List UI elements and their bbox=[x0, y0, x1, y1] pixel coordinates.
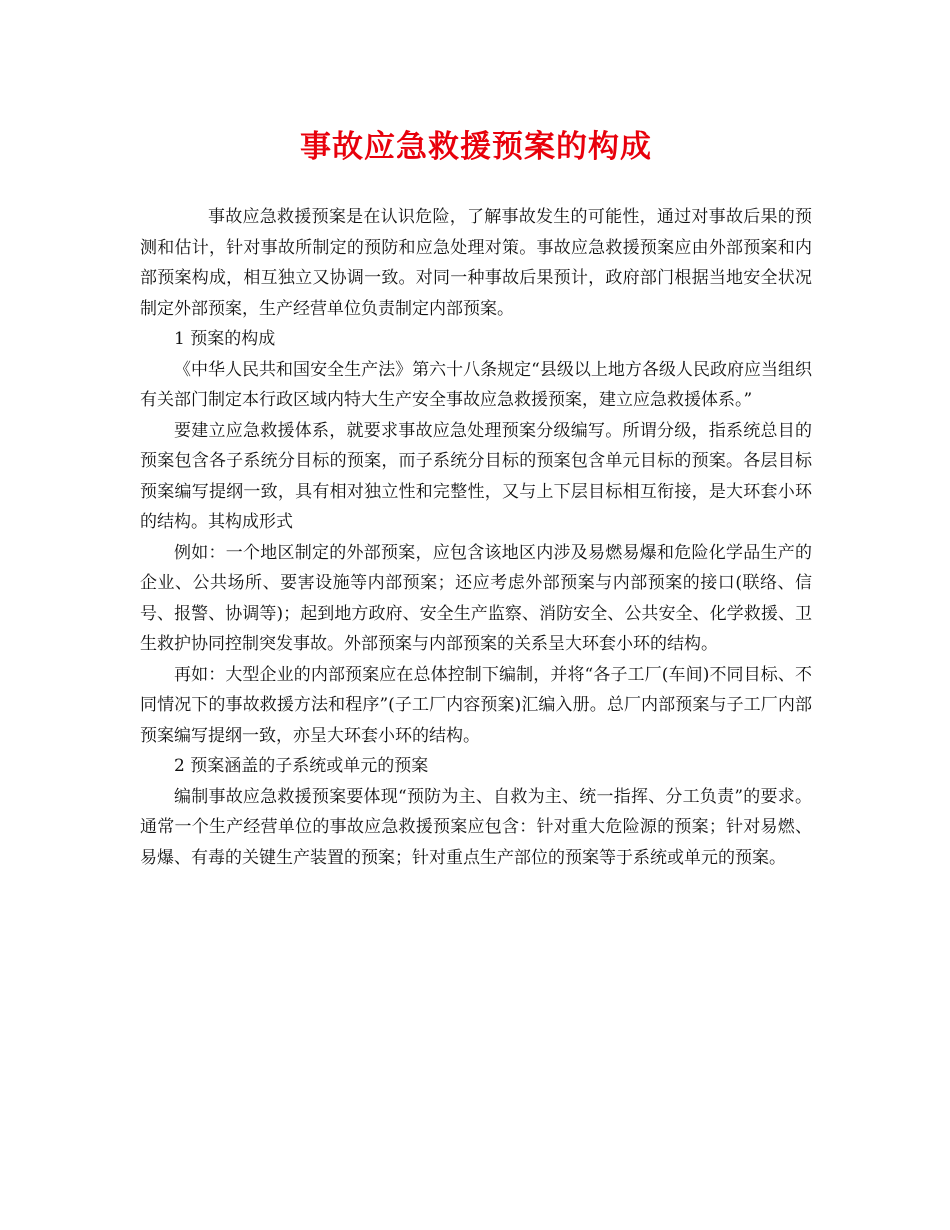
paragraph-hierarchy: 要建立应急救援体系，就要求事故应急处理预案分级编写。所谓分级，指系统总目的预案包含各子系统分目标的预案，而子系统分目标的预案包含单元目标的预案。各层目标预案编写提纲一致，具有相对独立性和完整性，又与上下层目标相互衔接，是大环套小环的结构。其构成形式 bbox=[140, 420, 812, 532]
document-body bbox=[140, 202, 812, 873]
paragraph-example-region: 例如：一个地区制定的外部预案，应包含该地区内涉及易燃易爆和危险化学品生产的企业、公共场所、要害设施等内部预案；还应考虑外部预案与内部预案的接口(联络、信号、报警、协调等)；起到地方政府、安全生产监察、消防安全、公共安全、化学救援、卫生救护协同控制突发事故。外部预案与内部预案的关系呈大环套小环的结构。 bbox=[140, 542, 812, 654]
paragraph-example-enterprise: 再如：大型企业的内部预案应在总体控制下编制，并将“各子工厂(车间)不同目标、不同情况下的事故救援方法和程序”(子工厂内容预案)汇编入册。总厂内部预案与子工厂内部预案编写提纲一致，亦呈大环套小环的结构。 bbox=[140, 664, 812, 746]
section-heading-1: 1 预案的构成 bbox=[174, 329, 276, 349]
document-page bbox=[140, 0, 812, 873]
paragraph-requirements: 编制事故应急救援预案要体现“预防为主、自救为主、统一指挥、分工负责”的要求。通常一个生产经营单位的事故应急救援预案应包含：针对重大危险源的预案；针对易燃、易爆、有毒的关键生产装置的预案；针对重点生产部位的预案等于系统或单元的预案。 bbox=[140, 786, 812, 868]
section-heading-2: 2 预案涵盖的子系统或单元的预案 bbox=[174, 756, 429, 776]
intro-paragraph: 事故应急救援预案是在认识危险，了解事故发生的可能性，通过对事故后果的预测和估计，针对事故所制定的预防和应急处理对策。事故应急救援预案应由外部预案和内部预案构成，相互独立又协调一致。对同一种事故后果预计，政府部门根据当地安全状况制定外部预案，生产经营单位负责制定内部预案。 bbox=[140, 207, 812, 319]
document-title: 事故应急救援预案的构成 bbox=[300, 129, 652, 165]
paragraph-law-quote: 《中华人民共和国安全生产法》第六十八条规定“县级以上地方各级人民政府应当组织有关部门制定本行政区域内特大生产安全事故应急救援预案，建立应急救援体系。” bbox=[140, 359, 812, 410]
